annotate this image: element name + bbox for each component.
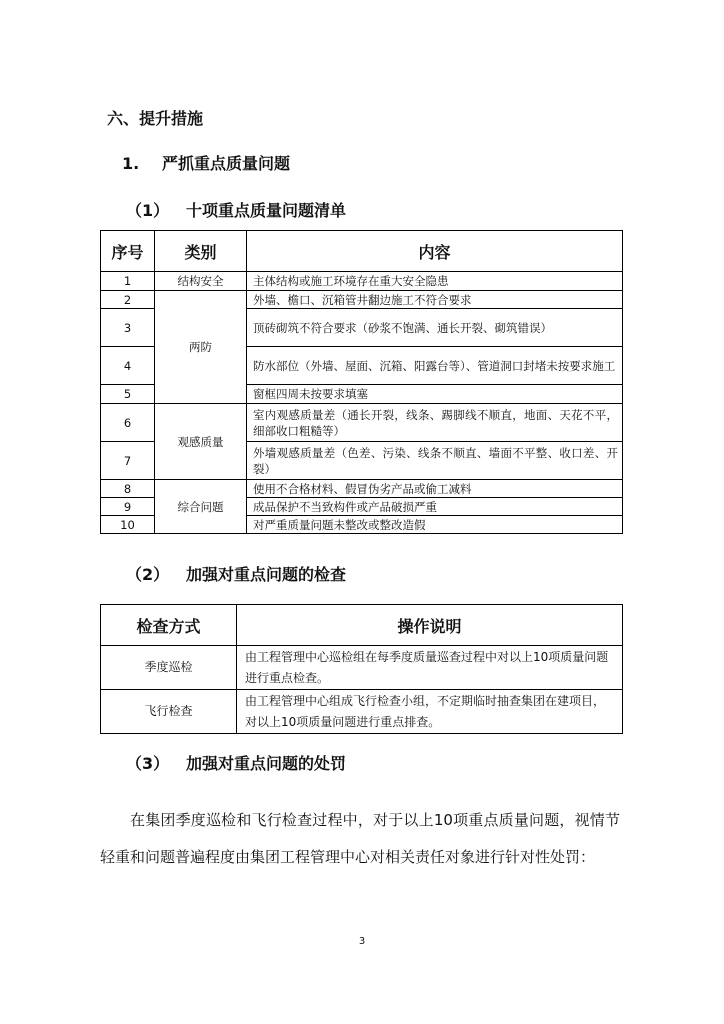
category-cell: 两防 [155,291,247,404]
row-no: 6 [101,404,155,442]
row-no: 1 [101,272,155,291]
table-header-row [101,231,623,272]
header-content: 内容 [247,231,623,272]
table-row [101,480,623,498]
row-content: 外墙观感质量差（色差、污染、线条不顺直、墙面不平整、收口差、开裂） [247,442,623,480]
row-content: 外墙、檐口、沉箱管井翻边施工不符合要求 [247,291,623,309]
method-cell: 季度巡检 [101,646,237,690]
header-no: 序号 [101,231,155,272]
inspection-heading [126,562,346,585]
subsection-heading [122,151,290,174]
description-cell: 由工程管理中心组成飞行检查小组，不定期临时抽查集团在建项目，对以上10项质量问题进行重点排查。 [237,690,623,734]
list-heading [126,198,346,221]
table-row [101,690,623,734]
header-method: 检查方式 [101,605,237,646]
row-content: 室内观感质量差（通长开裂，线条、踢脚线不顺直，地面、天花不平，细部收口粗糙等） [247,404,623,442]
row-content: 主体结构或施工环境存在重大安全隐患 [247,272,623,291]
header-description: 操作说明 [237,605,623,646]
row-no: 5 [101,385,155,404]
list-heading-number: （1） [126,201,170,220]
penalty-paragraph: 在集团季度巡检和飞行检查过程中，对于以上10项重点质量问题，视情节轻重和问题普遍程度由集团工程管理中心对相关责任对象进行针对性处罚： [100,811,620,866]
row-content: 窗框四周未按要求填塞 [247,385,623,404]
row-no: 9 [101,498,155,516]
subsection-number: 1. [122,154,140,173]
category-cell: 综合问题 [155,480,247,534]
row-content: 防水部位（外墙、屋面、沉箱、阳露台等）、管道洞口封堵未按要求施工 [247,347,623,385]
list-heading-title: 十项重点质量问题清单 [186,201,347,220]
table-row [101,291,623,309]
category-cell: 结构安全 [155,272,247,291]
description-cell: 由工程管理中心巡检组在每季度质量巡查过程中对以上10项质量问题进行重点检查。 [237,646,623,690]
table-header-row [101,605,623,646]
row-no: 2 [101,291,155,309]
penalty-heading-number: （3） [126,754,170,773]
penalty-heading [126,751,346,774]
subsection-title: 严抓重点质量问题 [162,154,291,173]
row-content: 成品保护不当致构件或产品破损严重 [247,498,623,516]
category-cell: 观感质量 [155,404,247,480]
row-no: 8 [101,480,155,498]
row-content: 顶砖砌筑不符合要求（砂浆不饱满、通长开裂、砌筑错误） [247,309,623,347]
inspection-heading-number: （2） [126,565,170,584]
table-row [101,272,623,291]
row-no: 7 [101,442,155,480]
header-category: 类别 [155,231,247,272]
inspection-table [100,604,623,734]
table-row [101,646,623,690]
method-cell: 飞行检查 [101,690,237,734]
row-no: 3 [101,309,155,347]
section-heading: 六、提升措施 [107,109,204,128]
page-number: 3 [358,936,366,947]
row-no: 4 [101,347,155,385]
row-content: 使用不合格材料、假冒伪劣产品或偷工减料 [247,480,623,498]
penalty-heading-title: 加强对重点问题的处罚 [186,754,347,773]
row-content: 对严重质量问题未整改或整改造假 [247,516,623,534]
inspection-heading-title: 加强对重点问题的检查 [186,565,347,584]
table-row [101,404,623,442]
quality-issues-table [100,230,623,534]
row-no: 10 [101,516,155,534]
